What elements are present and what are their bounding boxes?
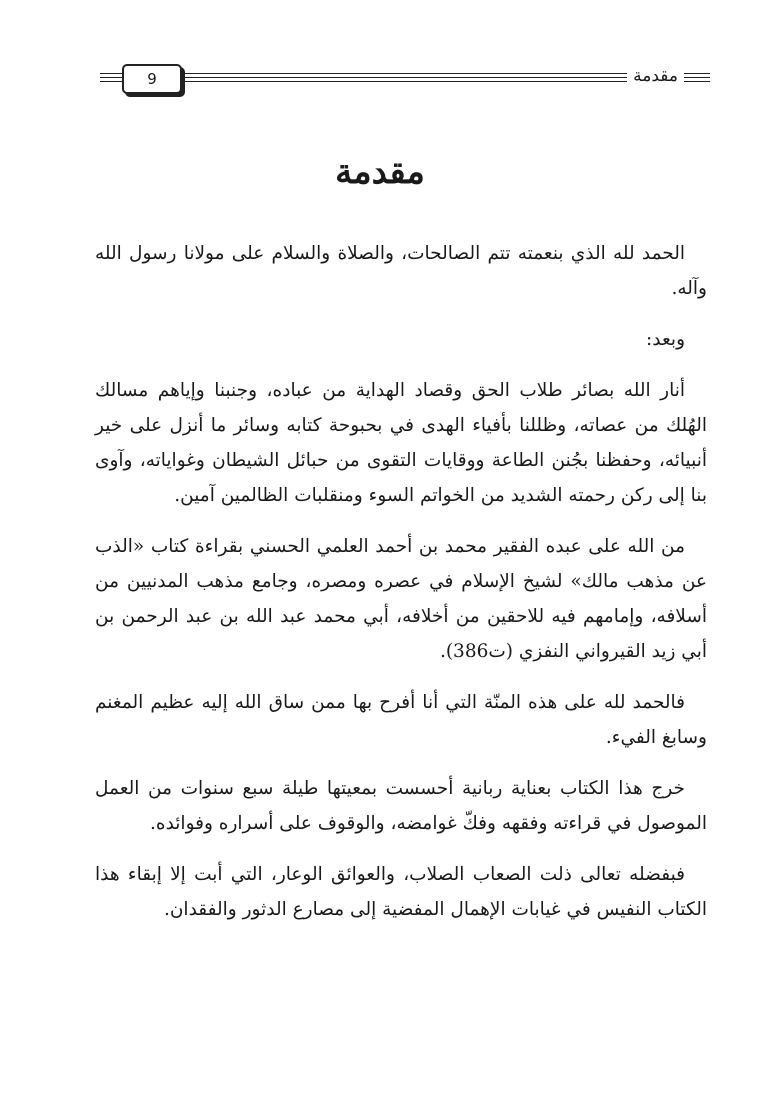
paragraph: خرج هذا الكتاب بعناية ربانية أحسست بمعيتها طيلة سبع سنوات من العمل الموصول في قراءته وفقهه وفكّ غوامضه، والوقوف على أسراره وفوائده.: [95, 778, 707, 834]
header-rule: [100, 81, 710, 82]
paragraph: من الله على عبده الفقير محمد بن أحمد العلمي الحسني بقراءة كتاب «الذب عن مذهب مالك» لشيخ الإسلام في عصره ومصره، وجامع مذهب المدنيين من أسلافه، وإمامهم فيه للاحقين من أخلافه، أبي محمد عبد الله بن عبد الرحمن بن أبي زيد القيرواني النفزي (ت386).: [95, 536, 707, 662]
paragraph: فالحمد لله على هذه المنّة التي أنا أفرح بها ممن ساق الله إليه عظيم المغنم وسابغ الفيء.: [95, 692, 707, 748]
body-text: [95, 236, 707, 943]
page-number: 9: [122, 64, 182, 94]
paragraph: فبفضله تعالى ذلت الصعاب الصلاب، والعوائق الوعار، التي أبت إلا إبقاء هذا الكتاب النفيس في غيابات الإهمال المفضية إلى مصارع الدثور والفقدان.: [95, 864, 707, 920]
header-rule: [100, 73, 710, 74]
header-rule: [100, 77, 710, 78]
paragraph: الحمد لله الذي بنعمته تتم الصالحات، والصلاة والسلام على مولانا رسول الله وآله.: [95, 243, 707, 299]
paragraph: أنار الله بصائر طلاب الحق وقصاد الهداية من عباده، وجنبنا وإياهم مسالك الهُلك من عصاته، وظللنا بأفياء الهدى في بحبوحة كتابه وسائر ما أنزل على خير أنبيائه، وحفظنا بجُنن الطاعة ووقايات التقوى من حبائل الشيطان وغواياته، وآوى بنا إلى ركن رحمته الشديد من الخواتم السوء ومنقلبات الظالمين آمين.: [95, 380, 707, 506]
running-header: [100, 62, 710, 102]
paragraph: وبعد:: [646, 329, 685, 350]
running-title: مقدمة: [627, 63, 684, 89]
chapter-title: مقدمة: [335, 152, 425, 192]
